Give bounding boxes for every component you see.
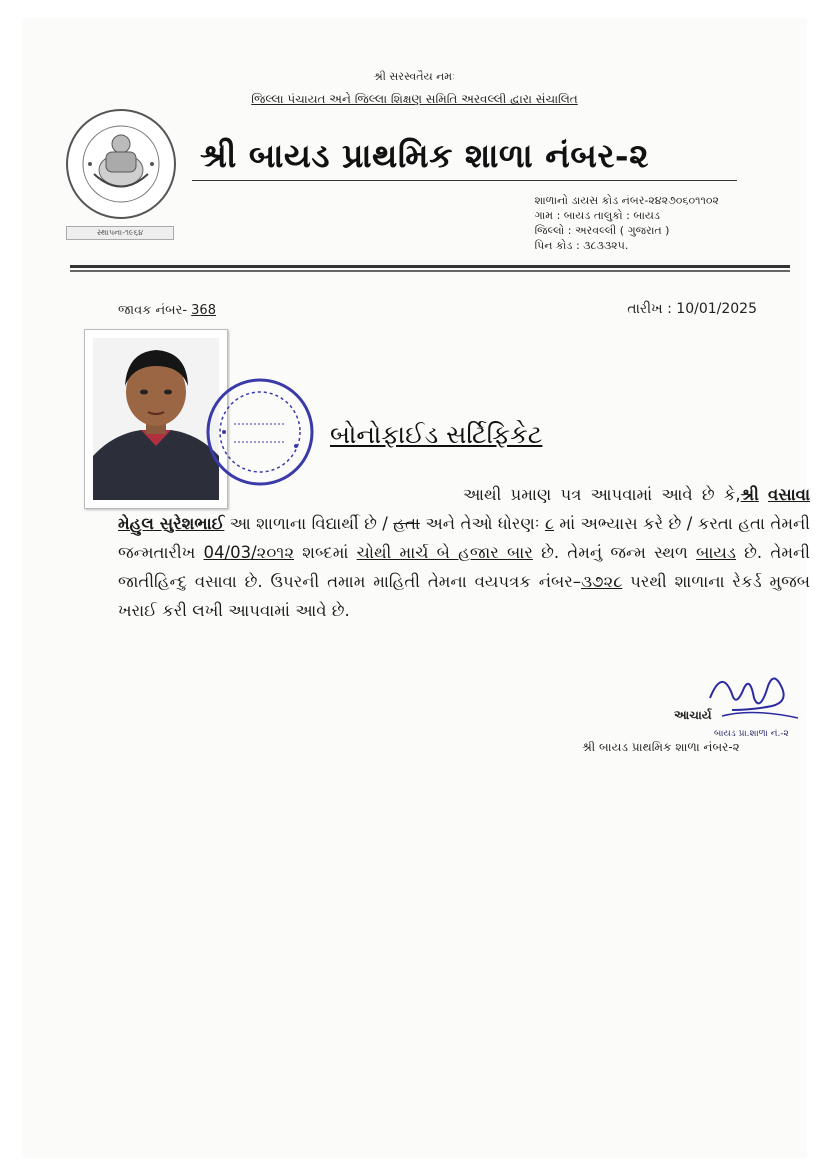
date-of-birth: 04/03/૨૦૧૨ <box>203 543 295 562</box>
school-info <box>535 193 719 253</box>
info-district: જિલ્લો : અરવલ્લી ( ગુજરાત ) <box>534 224 670 237</box>
body-part-2: આ શાળાના વિદ્યાર્થી છે / <box>224 514 394 533</box>
birthplace: બાયડ <box>696 543 736 562</box>
school-logo-seal <box>54 104 188 224</box>
header-divider-thick <box>70 265 790 268</box>
school-name-underline <box>192 180 737 181</box>
register-number: ૩૭૨૮ <box>581 572 623 591</box>
body-part-8: પરથી શાળાના રેકર્ડ મુજબ ખરાઈ કરી લખી આપવામાં આવે છે. <box>118 572 810 620</box>
body-part-3: અને તેઓ ધોરણઃ <box>419 514 545 533</box>
certificate-page <box>22 18 810 1158</box>
body-part-6: છે. તેમનું જન્મ સ્થળ <box>532 543 697 562</box>
body-part-7: છે. તેમની જાતીહિન્દુ વસાવા છે. ઉપરની તમામ માહિતી તેમના વયપત્રક નંબર– <box>118 543 810 591</box>
header-divider-thin <box>70 270 790 272</box>
certificate-body <box>118 480 810 625</box>
school-name: શ્રી બાયડ પ્રાથમિક શાળા નંબર-૨ <box>200 136 649 175</box>
managing-body-text: જિલ્લા પંચાયત અને જિલ્લા શિક્ષણ સમિતિ અરવલ્લી દ્વારા સંચાલિત <box>251 92 578 106</box>
body-intro: આથી પ્રમાણ પત્ર આપવામાં આવે છે કે, <box>463 485 741 504</box>
certificate-title: બોનોફાઈડ સર્ટિફિકેટ <box>330 420 543 449</box>
issue-date <box>627 301 757 317</box>
struck-word: હતા <box>393 514 420 533</box>
info-dise-code: શાળાનો ડાયસ કોડ નંબર-૨૪૨૭૦૬૦૧૧૦૨ <box>534 194 719 207</box>
school-stamp <box>204 376 316 488</box>
date-label: તારીખ : <box>627 301 677 317</box>
dob-in-words: ચોથી માર્ચ બે હજાર બાર <box>356 543 533 562</box>
body-part-4: માં અભ્યાસ કરે છે / કરતા હતા તેમની જન્મતારીખ <box>118 514 810 562</box>
info-village: ગામ : બાયડ તાલુકો : બાયડ <box>534 209 660 222</box>
reference-value: 368 <box>191 303 216 318</box>
reference-number <box>118 303 216 318</box>
signature-stamp: બાયડ પ્રા.શાળા નં.-૨ <box>714 729 789 739</box>
principal-designation: આચાર્ય <box>674 708 712 722</box>
honorific: શ્રી <box>740 485 759 504</box>
student-name: વસાવા મેહુલ સુરેશભાઈ <box>118 485 810 533</box>
info-pincode: પિન કોડ : ૩૮૩૩૨૫. <box>534 239 629 252</box>
student-photo-image <box>93 338 219 500</box>
date-value: 10/01/2025 <box>676 301 757 317</box>
body-part-5: શબ્દમાં <box>294 543 357 562</box>
signature-school-name: શ્રી બાયડ પ્રાથમિક શાળા નંબર-૨ <box>582 740 740 754</box>
principal-signature <box>702 658 802 728</box>
reference-label: જાવક નંબર- <box>118 303 192 318</box>
logo-label: સ્થાપના-૧૯૬૪ <box>66 226 174 240</box>
invocation: શ્રી સરસ્વતૈય નમઃ <box>373 70 456 83</box>
standard: ૮ <box>544 514 555 533</box>
